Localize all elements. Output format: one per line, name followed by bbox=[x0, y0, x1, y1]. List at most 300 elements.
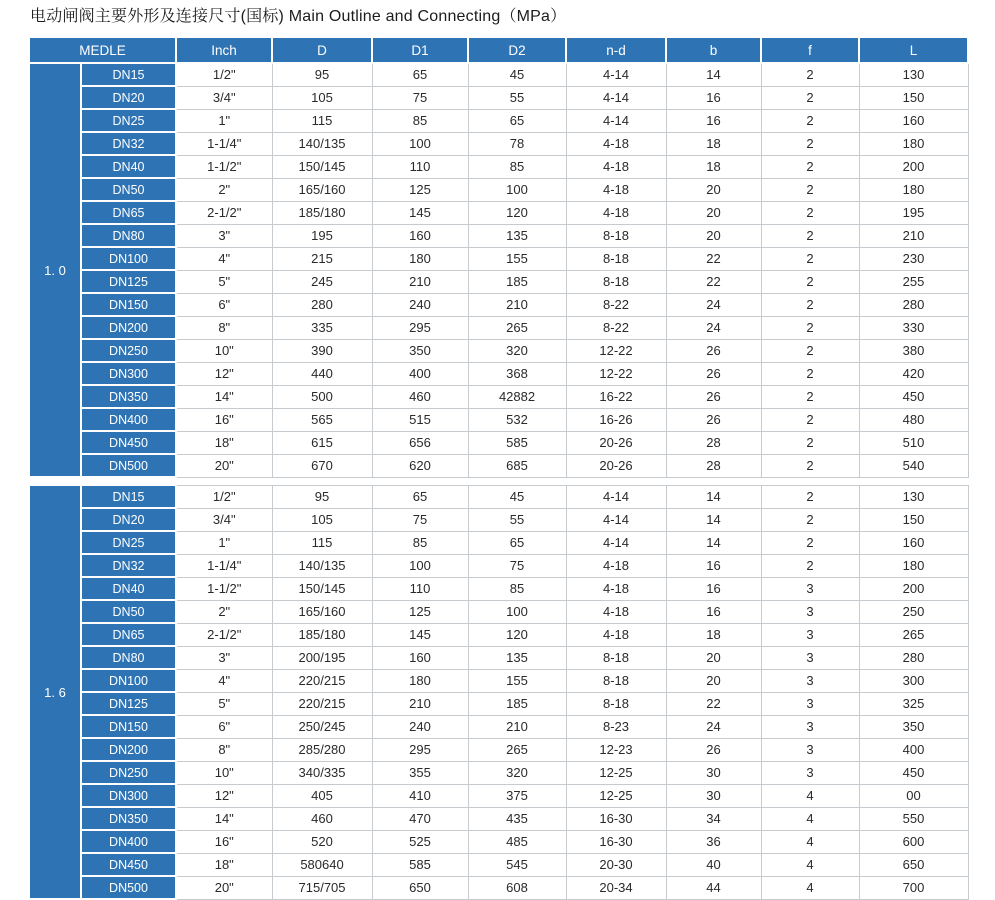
data-cell: 14 bbox=[666, 531, 761, 554]
data-cell: 8-18 bbox=[566, 646, 666, 669]
data-cell: 670 bbox=[272, 454, 372, 477]
data-cell: 125 bbox=[372, 600, 468, 623]
data-cell: 8-23 bbox=[566, 715, 666, 738]
dn-size-cell: DN200 bbox=[81, 738, 176, 761]
data-cell: 200 bbox=[859, 155, 968, 178]
table-row bbox=[29, 623, 968, 646]
data-cell: 550 bbox=[859, 807, 968, 830]
pressure-group-section bbox=[29, 485, 968, 899]
data-cell: 4 bbox=[761, 784, 859, 807]
data-cell: 3 bbox=[761, 761, 859, 784]
data-cell: 210 bbox=[468, 715, 566, 738]
data-cell: 105 bbox=[272, 508, 372, 531]
data-cell: 2 bbox=[761, 554, 859, 577]
data-cell: 20" bbox=[176, 876, 272, 899]
data-cell: 12-22 bbox=[566, 339, 666, 362]
data-cell: 250 bbox=[859, 600, 968, 623]
data-cell: 350 bbox=[372, 339, 468, 362]
data-cell: 40 bbox=[666, 853, 761, 876]
data-cell: 2 bbox=[761, 293, 859, 316]
data-cell: 18 bbox=[666, 132, 761, 155]
data-cell: 2 bbox=[761, 86, 859, 109]
column-header: b bbox=[666, 37, 761, 63]
table-row bbox=[29, 316, 968, 339]
dn-size-cell: DN20 bbox=[81, 508, 176, 531]
data-cell: 100 bbox=[372, 132, 468, 155]
data-cell: 100 bbox=[372, 554, 468, 577]
data-cell: 85 bbox=[372, 531, 468, 554]
data-cell: 135 bbox=[468, 646, 566, 669]
column-header: MEDLE bbox=[29, 37, 176, 63]
table-row bbox=[29, 485, 968, 508]
data-cell: 265 bbox=[859, 623, 968, 646]
data-cell: 320 bbox=[468, 761, 566, 784]
data-cell: 160 bbox=[372, 646, 468, 669]
dn-size-cell: DN15 bbox=[81, 485, 176, 508]
table-row bbox=[29, 454, 968, 477]
data-cell: 210 bbox=[859, 224, 968, 247]
data-cell: 26 bbox=[666, 385, 761, 408]
data-cell: 16 bbox=[666, 86, 761, 109]
data-cell: 615 bbox=[272, 431, 372, 454]
data-cell: 220/215 bbox=[272, 692, 372, 715]
dn-size-cell: DN300 bbox=[81, 362, 176, 385]
data-cell: 185/180 bbox=[272, 201, 372, 224]
dn-size-cell: DN40 bbox=[81, 577, 176, 600]
data-cell: 2 bbox=[761, 508, 859, 531]
data-cell: 4 bbox=[761, 830, 859, 853]
data-cell: 42882 bbox=[468, 385, 566, 408]
data-cell: 656 bbox=[372, 431, 468, 454]
data-cell: 265 bbox=[468, 316, 566, 339]
column-header: D1 bbox=[372, 37, 468, 63]
table-row bbox=[29, 86, 968, 109]
data-cell: 95 bbox=[272, 63, 372, 86]
data-cell: 5" bbox=[176, 270, 272, 293]
dn-size-cell: DN400 bbox=[81, 408, 176, 431]
dn-size-cell: DN50 bbox=[81, 600, 176, 623]
table-row bbox=[29, 646, 968, 669]
data-cell: 20 bbox=[666, 646, 761, 669]
data-cell: 210 bbox=[372, 692, 468, 715]
data-cell: 3 bbox=[761, 623, 859, 646]
data-cell: 245 bbox=[272, 270, 372, 293]
dn-size-cell: DN500 bbox=[81, 454, 176, 477]
pressure-group-label: 1. 6 bbox=[29, 485, 81, 899]
data-cell: 12" bbox=[176, 362, 272, 385]
data-cell: 4-18 bbox=[566, 600, 666, 623]
data-cell: 65 bbox=[468, 109, 566, 132]
data-cell: 1" bbox=[176, 531, 272, 554]
data-cell: 75 bbox=[372, 86, 468, 109]
data-cell: 16 bbox=[666, 577, 761, 600]
data-cell: 4-18 bbox=[566, 554, 666, 577]
dn-size-cell: DN450 bbox=[81, 431, 176, 454]
table-row bbox=[29, 362, 968, 385]
table-row bbox=[29, 692, 968, 715]
data-cell: 150/145 bbox=[272, 577, 372, 600]
data-cell: 3 bbox=[761, 646, 859, 669]
spec-table-container bbox=[28, 36, 967, 900]
data-cell: 8-18 bbox=[566, 669, 666, 692]
data-cell: 650 bbox=[372, 876, 468, 899]
data-cell: 85 bbox=[468, 155, 566, 178]
data-cell: 16 bbox=[666, 600, 761, 623]
data-cell: 130 bbox=[859, 485, 968, 508]
data-cell: 4 bbox=[761, 853, 859, 876]
column-header: Inch bbox=[176, 37, 272, 63]
dn-size-cell: DN300 bbox=[81, 784, 176, 807]
data-cell: 440 bbox=[272, 362, 372, 385]
data-cell: 460 bbox=[272, 807, 372, 830]
data-cell: 16" bbox=[176, 830, 272, 853]
section-spacer bbox=[29, 477, 968, 485]
data-cell: 36 bbox=[666, 830, 761, 853]
data-cell: 160 bbox=[372, 224, 468, 247]
data-cell: 368 bbox=[468, 362, 566, 385]
data-cell: 150 bbox=[859, 508, 968, 531]
data-cell: 2 bbox=[761, 385, 859, 408]
page-title: 电动闸阀主要外形及连接尺寸(国标) Main Outline and Connecting（MPa） bbox=[30, 8, 567, 25]
data-cell: 120 bbox=[468, 201, 566, 224]
data-cell: 335 bbox=[272, 316, 372, 339]
table-row bbox=[29, 876, 968, 899]
table-row bbox=[29, 669, 968, 692]
data-cell: 210 bbox=[468, 293, 566, 316]
data-cell: 350 bbox=[859, 715, 968, 738]
data-cell: 45 bbox=[468, 63, 566, 86]
data-cell: 4-14 bbox=[566, 86, 666, 109]
data-cell: 295 bbox=[372, 738, 468, 761]
data-cell: 280 bbox=[859, 293, 968, 316]
data-cell: 545 bbox=[468, 853, 566, 876]
dn-size-cell: DN80 bbox=[81, 646, 176, 669]
data-cell: 140/135 bbox=[272, 132, 372, 155]
data-cell: 2 bbox=[761, 132, 859, 155]
data-cell: 115 bbox=[272, 109, 372, 132]
data-cell: 410 bbox=[372, 784, 468, 807]
data-cell: 20-26 bbox=[566, 454, 666, 477]
table-row bbox=[29, 715, 968, 738]
data-cell: 4-18 bbox=[566, 155, 666, 178]
data-cell: 22 bbox=[666, 270, 761, 293]
data-cell: 400 bbox=[859, 738, 968, 761]
data-cell: 515 bbox=[372, 408, 468, 431]
data-cell: 240 bbox=[372, 715, 468, 738]
data-cell: 2 bbox=[761, 247, 859, 270]
pressure-group-label: 1. 0 bbox=[29, 63, 81, 477]
data-cell: 145 bbox=[372, 623, 468, 646]
table-row bbox=[29, 531, 968, 554]
data-cell: 20 bbox=[666, 201, 761, 224]
data-cell: 140/135 bbox=[272, 554, 372, 577]
data-cell: 20 bbox=[666, 224, 761, 247]
table-header bbox=[29, 37, 968, 63]
data-cell: 600 bbox=[859, 830, 968, 853]
data-cell: 100 bbox=[468, 178, 566, 201]
data-cell: 26 bbox=[666, 362, 761, 385]
data-cell: 24 bbox=[666, 293, 761, 316]
data-cell: 185 bbox=[468, 692, 566, 715]
dn-size-cell: DN32 bbox=[81, 554, 176, 577]
data-cell: 2 bbox=[761, 224, 859, 247]
dn-size-cell: DN65 bbox=[81, 201, 176, 224]
data-cell: 4-18 bbox=[566, 178, 666, 201]
table-row bbox=[29, 201, 968, 224]
data-cell: 14 bbox=[666, 508, 761, 531]
data-cell: 4-14 bbox=[566, 63, 666, 86]
data-cell: 500 bbox=[272, 385, 372, 408]
data-cell: 20 bbox=[666, 178, 761, 201]
data-cell: 20-30 bbox=[566, 853, 666, 876]
data-cell: 608 bbox=[468, 876, 566, 899]
data-cell: 12-25 bbox=[566, 784, 666, 807]
data-cell: 8-18 bbox=[566, 692, 666, 715]
dn-size-cell: DN250 bbox=[81, 761, 176, 784]
data-cell: 26 bbox=[666, 738, 761, 761]
data-cell: 1-1/2" bbox=[176, 155, 272, 178]
data-cell: 2 bbox=[761, 270, 859, 293]
data-cell: 55 bbox=[468, 508, 566, 531]
data-cell: 18 bbox=[666, 623, 761, 646]
data-cell: 1-1/4" bbox=[176, 554, 272, 577]
data-cell: 2 bbox=[761, 109, 859, 132]
data-cell: 180 bbox=[372, 247, 468, 270]
table-row bbox=[29, 853, 968, 876]
data-cell: 115 bbox=[272, 531, 372, 554]
data-cell: 8" bbox=[176, 316, 272, 339]
table-row bbox=[29, 63, 968, 86]
dn-size-cell: DN25 bbox=[81, 531, 176, 554]
data-cell: 16" bbox=[176, 408, 272, 431]
data-cell: 715/705 bbox=[272, 876, 372, 899]
table-row bbox=[29, 385, 968, 408]
column-header: f bbox=[761, 37, 859, 63]
dn-size-cell: DN250 bbox=[81, 339, 176, 362]
data-cell: 3" bbox=[176, 224, 272, 247]
data-cell: 4 bbox=[761, 807, 859, 830]
data-cell: 155 bbox=[468, 247, 566, 270]
dn-size-cell: DN350 bbox=[81, 385, 176, 408]
data-cell: 6" bbox=[176, 293, 272, 316]
data-cell: 120 bbox=[468, 623, 566, 646]
data-cell: 8-22 bbox=[566, 293, 666, 316]
data-cell: 4-18 bbox=[566, 132, 666, 155]
data-cell: 435 bbox=[468, 807, 566, 830]
data-cell: 700 bbox=[859, 876, 968, 899]
header-row bbox=[29, 37, 968, 63]
table-row bbox=[29, 431, 968, 454]
column-header: L bbox=[859, 37, 968, 63]
data-cell: 20 bbox=[666, 669, 761, 692]
table-row bbox=[29, 293, 968, 316]
data-cell: 3/4" bbox=[176, 86, 272, 109]
data-cell: 525 bbox=[372, 830, 468, 853]
data-cell: 20-26 bbox=[566, 431, 666, 454]
data-cell: 185 bbox=[468, 270, 566, 293]
data-cell: 8-18 bbox=[566, 224, 666, 247]
data-cell: 2 bbox=[761, 362, 859, 385]
data-cell: 100 bbox=[468, 600, 566, 623]
dn-size-cell: DN15 bbox=[81, 63, 176, 86]
data-cell: 160 bbox=[859, 531, 968, 554]
data-cell: 110 bbox=[372, 155, 468, 178]
data-cell: 34 bbox=[666, 807, 761, 830]
data-cell: 2" bbox=[176, 600, 272, 623]
data-cell: 300 bbox=[859, 669, 968, 692]
table-row bbox=[29, 761, 968, 784]
data-cell: 585 bbox=[468, 431, 566, 454]
dn-size-cell: DN20 bbox=[81, 86, 176, 109]
data-cell: 24 bbox=[666, 715, 761, 738]
data-cell: 4-18 bbox=[566, 623, 666, 646]
data-cell: 26 bbox=[666, 408, 761, 431]
data-cell: 12-25 bbox=[566, 761, 666, 784]
data-cell: 4" bbox=[176, 669, 272, 692]
data-cell: 130 bbox=[859, 63, 968, 86]
data-cell: 18" bbox=[176, 431, 272, 454]
data-cell: 16-26 bbox=[566, 408, 666, 431]
data-cell: 30 bbox=[666, 784, 761, 807]
column-header: n-d bbox=[566, 37, 666, 63]
data-cell: 355 bbox=[372, 761, 468, 784]
data-cell: 210 bbox=[372, 270, 468, 293]
data-cell: 470 bbox=[372, 807, 468, 830]
spec-table bbox=[28, 36, 969, 900]
data-cell: 14 bbox=[666, 485, 761, 508]
data-cell: 20" bbox=[176, 454, 272, 477]
data-cell: 65 bbox=[372, 63, 468, 86]
data-cell: 18" bbox=[176, 853, 272, 876]
data-cell: 95 bbox=[272, 485, 372, 508]
data-cell: 650 bbox=[859, 853, 968, 876]
data-cell: 200 bbox=[859, 577, 968, 600]
data-cell: 215 bbox=[272, 247, 372, 270]
data-cell: 105 bbox=[272, 86, 372, 109]
table-row bbox=[29, 807, 968, 830]
data-cell: 460 bbox=[372, 385, 468, 408]
data-cell: 78 bbox=[468, 132, 566, 155]
data-cell: 280 bbox=[272, 293, 372, 316]
data-cell: 8" bbox=[176, 738, 272, 761]
dn-size-cell: DN65 bbox=[81, 623, 176, 646]
data-cell: 4-14 bbox=[566, 508, 666, 531]
dn-size-cell: DN200 bbox=[81, 316, 176, 339]
data-cell: 165/160 bbox=[272, 600, 372, 623]
dn-size-cell: DN25 bbox=[81, 109, 176, 132]
data-cell: 28 bbox=[666, 454, 761, 477]
table-row bbox=[29, 738, 968, 761]
data-cell: 110 bbox=[372, 577, 468, 600]
data-cell: 405 bbox=[272, 784, 372, 807]
dn-size-cell: DN80 bbox=[81, 224, 176, 247]
data-cell: 45 bbox=[468, 485, 566, 508]
data-cell: 2 bbox=[761, 339, 859, 362]
data-cell: 3 bbox=[761, 600, 859, 623]
data-cell: 4-14 bbox=[566, 531, 666, 554]
data-cell: 30 bbox=[666, 761, 761, 784]
data-cell: 150/145 bbox=[272, 155, 372, 178]
table-row bbox=[29, 155, 968, 178]
dn-size-cell: DN450 bbox=[81, 853, 176, 876]
data-cell: 6" bbox=[176, 715, 272, 738]
data-cell: 135 bbox=[468, 224, 566, 247]
data-cell: 295 bbox=[372, 316, 468, 339]
data-cell: 620 bbox=[372, 454, 468, 477]
data-cell: 4-18 bbox=[566, 577, 666, 600]
data-cell: 14 bbox=[666, 63, 761, 86]
data-cell: 532 bbox=[468, 408, 566, 431]
dn-size-cell: DN150 bbox=[81, 715, 176, 738]
table-row bbox=[29, 830, 968, 853]
data-cell: 375 bbox=[468, 784, 566, 807]
table-row bbox=[29, 784, 968, 807]
data-cell: 485 bbox=[468, 830, 566, 853]
data-cell: 265 bbox=[468, 738, 566, 761]
data-cell: 1/2" bbox=[176, 63, 272, 86]
data-cell: 65 bbox=[372, 485, 468, 508]
data-cell: 450 bbox=[859, 761, 968, 784]
dn-size-cell: DN400 bbox=[81, 830, 176, 853]
data-cell: 10" bbox=[176, 761, 272, 784]
data-cell: 2 bbox=[761, 485, 859, 508]
data-cell: 200/195 bbox=[272, 646, 372, 669]
dn-size-cell: DN350 bbox=[81, 807, 176, 830]
data-cell: 3 bbox=[761, 738, 859, 761]
data-cell: 180 bbox=[859, 178, 968, 201]
data-cell: 510 bbox=[859, 431, 968, 454]
data-cell: 65 bbox=[468, 531, 566, 554]
data-cell: 00 bbox=[859, 784, 968, 807]
data-cell: 28 bbox=[666, 431, 761, 454]
data-cell: 180 bbox=[859, 554, 968, 577]
data-cell: 3" bbox=[176, 646, 272, 669]
data-cell: 2-1/2" bbox=[176, 623, 272, 646]
data-cell: 20-34 bbox=[566, 876, 666, 899]
data-cell: 2 bbox=[761, 431, 859, 454]
data-cell: 44 bbox=[666, 876, 761, 899]
dn-size-cell: DN32 bbox=[81, 132, 176, 155]
data-cell: 155 bbox=[468, 669, 566, 692]
data-cell: 240 bbox=[372, 293, 468, 316]
data-cell: 3/4" bbox=[176, 508, 272, 531]
data-cell: 8-22 bbox=[566, 316, 666, 339]
data-cell: 2 bbox=[761, 531, 859, 554]
table-row bbox=[29, 109, 968, 132]
dn-size-cell: DN125 bbox=[81, 270, 176, 293]
data-cell: 220/215 bbox=[272, 669, 372, 692]
data-cell: 14" bbox=[176, 385, 272, 408]
dn-size-cell: DN100 bbox=[81, 669, 176, 692]
data-cell: 255 bbox=[859, 270, 968, 293]
data-cell: 12-23 bbox=[566, 738, 666, 761]
data-cell: 230 bbox=[859, 247, 968, 270]
data-cell: 125 bbox=[372, 178, 468, 201]
table-row bbox=[29, 270, 968, 293]
data-cell: 285/280 bbox=[272, 738, 372, 761]
dn-size-cell: DN125 bbox=[81, 692, 176, 715]
data-cell: 390 bbox=[272, 339, 372, 362]
data-cell: 520 bbox=[272, 830, 372, 853]
data-cell: 18 bbox=[666, 155, 761, 178]
data-cell: 26 bbox=[666, 339, 761, 362]
data-cell: 16-30 bbox=[566, 830, 666, 853]
data-cell: 2 bbox=[761, 454, 859, 477]
data-cell: 420 bbox=[859, 362, 968, 385]
dn-size-cell: DN500 bbox=[81, 876, 176, 899]
data-cell: 2 bbox=[761, 155, 859, 178]
data-cell: 585 bbox=[372, 853, 468, 876]
